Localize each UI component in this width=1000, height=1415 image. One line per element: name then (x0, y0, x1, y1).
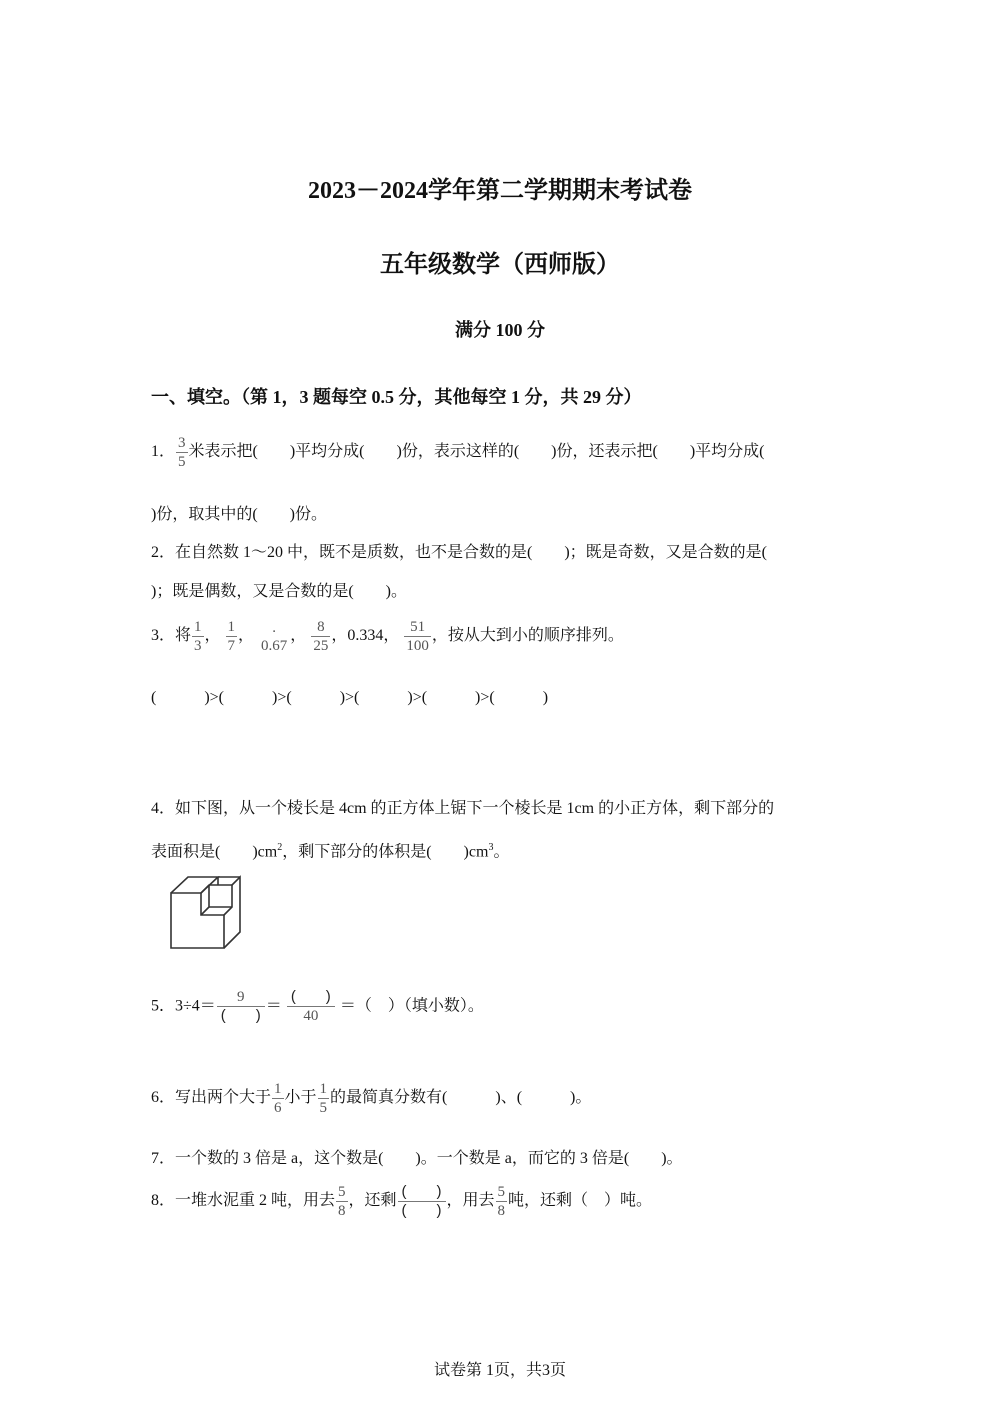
cube-figure (166, 870, 246, 954)
fraction: $\frac{( )}{40}$ (287, 988, 335, 1025)
fraction: $\frac{( )}{( )}$ (398, 1183, 446, 1220)
fraction: $\frac{1}{5}$ (319, 1081, 328, 1116)
question-3-answer-line: ( )>( )>( )>( )>( )>( ) (151, 689, 549, 706)
question-2-line-2: )；既是偶数，又是合数的是( )。 (151, 583, 407, 600)
fraction: $\frac{9}{( )}$ (217, 988, 265, 1025)
decimal-value: 0.334 (347, 627, 384, 645)
fraction: $\frac{5}{8}$ (338, 1184, 346, 1219)
question-5: 5．3÷4＝ $\frac{9}{( )}$ ＝ $\frac{( )}{40}$ ＝（ ）（填小数）。 (151, 988, 484, 1024)
fraction: $\frac{3}{5}$ (178, 435, 186, 470)
fraction: $\frac{1}{3}$ (194, 619, 202, 654)
question-8: 8．一堆水泥重 2 吨，用去 $\frac{5}{8}$ ，还剩 $\frac{( )}{( )}$ ，用去 $\frac{5}{8}$ 吨，还剩（ ）吨。 (151, 1183, 653, 1219)
section-heading: 一、填空。（第 1，3 题每空 0.5 分，其他每空 1 分，共 29 分） (151, 387, 642, 407)
page-footer: 试卷第 1页，共3页 (433, 1362, 566, 1379)
exam-subtitle: 五年级数学（西师版） (380, 252, 620, 278)
fraction: $\frac{1}{6}$ (274, 1081, 282, 1116)
question-4-line-2: 表面积是( )$cm^2$，剩下部分的体积是( )$cm^3$。 (151, 842, 510, 861)
question-1-line-2: )份，取其中的( )份。 (151, 506, 327, 523)
fraction: $\frac{51}{100}$ (406, 619, 429, 654)
fraction: $\frac{1}{7}$ (227, 619, 236, 654)
full-score: 满分 100 分 (455, 320, 545, 340)
question-6: 6．写出两个大于 $\frac{1}{6}$ 小于 $\frac{1}{5}$ 的最简真分数有( )、( )。 (151, 1081, 592, 1116)
question-1-line-1 (151, 434, 764, 471)
question-text: ＝（ ）（填小数）。 (339, 997, 484, 1015)
question-2-line-1: 2．在自然数 1～20 中，既不是质数，也不是合数的是( )；既是奇数，又是合数的是( (151, 544, 767, 561)
question-number: 1． (151, 443, 176, 461)
question-text: ，按从大到小的顺序排列。 (431, 627, 624, 645)
question-text: 5．3÷4＝ (151, 997, 216, 1015)
question-text: 米表示把( )平均分成( )份，表示这样的( )份，还表示把( )平均分成( (188, 443, 765, 461)
question-4-line-1: 4．如下图，从一个棱长是 4cm 的正方体上锯下一个棱长是 1cm 的小正方体，剩下部分的 (151, 800, 775, 817)
question-text: 3．将 (151, 627, 192, 645)
fraction: $\frac{8}{25}$ (313, 619, 329, 654)
question-7: 7．一个数的 3 倍是 a，这个数是( )。一个数是 a，而它的 3 倍是( )。 (151, 1150, 683, 1167)
repeating-decimal: . 0.67 (261, 619, 288, 654)
question-3: 3．将 $\frac{1}{3}$ ， $\frac{1}{7}$ ， . 0.67 ， $\frac{8}{25}$ ，0.334， $\frac{51}{100}$ ，按从大到小的顺序排列。 (151, 619, 624, 654)
fraction: $\frac{5}{8}$ (497, 1184, 506, 1219)
exam-title: 2023－2024学年第二学期期末考试卷 (308, 178, 692, 204)
